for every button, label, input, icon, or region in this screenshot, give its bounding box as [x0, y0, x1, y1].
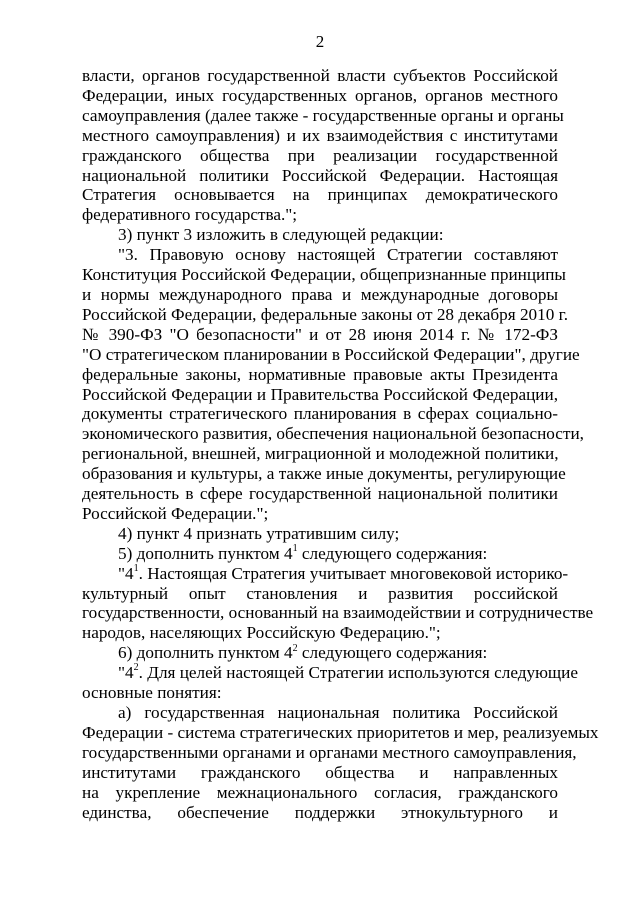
text-line-content: федеративного государства.";	[82, 205, 298, 225]
text-line	[82, 623, 558, 643]
text-line-content: власти, органов государственной власти субъектов Российской	[82, 66, 558, 85]
text-line	[82, 783, 558, 803]
text-line	[82, 166, 558, 186]
text-line-content: культурный опыт становления и развития российской	[82, 583, 558, 603]
text-line-content: 3) пункт 3 изложить в следующей редакции:	[118, 225, 444, 245]
document-body	[82, 66, 599, 822]
text-line-content: Федерации, иных государственных органов, органов местного	[82, 85, 558, 105]
text-line	[82, 205, 558, 225]
text-line	[82, 643, 558, 663]
text-line-content: Конституция Российской Федерации, общепризнанные принципы	[82, 265, 566, 285]
text-line-content: образования и культуры, а также иные документы, регулирующие	[82, 464, 566, 484]
text-line	[82, 424, 584, 444]
text-line-content: 4) пункт 4 признать утратившим силу;	[118, 523, 400, 543]
superscript-index: 1	[292, 543, 298, 555]
text-line-content: "4	[118, 563, 134, 583]
text-line-content: документы стратегического планирования в сферах социально-	[82, 404, 558, 424]
text-line	[82, 722, 599, 743]
text-line-content: деятельность в сфере государственной национальной политики	[82, 484, 558, 504]
text-line	[82, 603, 594, 623]
text-line	[82, 524, 558, 544]
text-line-content: государственности, основанный на взаимодействии и сотрудничестве	[82, 603, 594, 623]
text-line	[82, 742, 577, 763]
text-line	[82, 464, 566, 484]
text-line	[82, 126, 558, 146]
superscript-index: 2	[133, 662, 139, 674]
text-line	[82, 365, 558, 385]
text-line-content: "О стратегическом планировании в Российской Федерации", другие	[82, 344, 580, 364]
text-line	[82, 245, 558, 265]
text-line-content: народов, населяющих Российскую Федерацию.";	[82, 623, 441, 643]
text-line	[82, 404, 558, 424]
text-line	[82, 504, 558, 524]
text-line-content: № 390-ФЗ "О безопасности" и от 28 июня 2014 г. № 172-ФЗ	[82, 324, 558, 344]
text-line	[82, 803, 558, 823]
text-line-content: Российской Федерации и Правительства Российской Федерации,	[82, 384, 558, 404]
text-line	[82, 285, 558, 305]
text-line-content: основные понятия:	[82, 683, 222, 703]
text-line-content: а) государственная национальная политика Российской	[118, 703, 558, 722]
superscript-index: 2	[292, 642, 298, 654]
text-line-content: самоуправления (далее также - государственные органы и органы	[82, 105, 564, 125]
text-line-continuation: . Настоящая Стратегия учитывает многовековой историко-	[138, 563, 569, 583]
text-line	[82, 584, 558, 604]
text-line-content: региональной, внешней, миграционной и молодежной политики,	[82, 444, 559, 464]
text-line	[82, 544, 558, 564]
text-line-content: федеральные законы, нормативные правовые акты Президента	[82, 364, 558, 384]
text-line-content: и нормы международного права и международные договоры	[82, 284, 558, 304]
text-line	[82, 265, 566, 285]
text-line	[82, 185, 558, 205]
text-line-content: "4	[118, 663, 134, 683]
text-line-content: местного самоуправления) и их взаимодействия с институтами	[82, 125, 558, 145]
text-line-content: Российской Федерации, федеральные законы от 28 декабря 2010 г.	[82, 304, 569, 324]
page-number: 2	[315, 32, 325, 51]
text-line-content: государственными органами и органами местного самоуправления,	[82, 742, 577, 762]
text-line-content: Федерации - система стратегических приоритетов и мер, реализуемых	[82, 722, 599, 742]
text-line	[82, 385, 558, 405]
text-line-content: "3. Правовую основу настоящей Стратегии составляют	[118, 245, 558, 265]
text-line-content: Стратегия основывается на принципах демократического	[82, 185, 558, 205]
text-line	[82, 66, 558, 86]
text-line	[82, 444, 558, 464]
text-line-content: Российской Федерации.";	[82, 503, 269, 523]
text-line	[82, 86, 558, 106]
text-line	[82, 146, 558, 166]
text-line-content: 6) дополнить пунктом 4	[118, 643, 293, 663]
text-line	[82, 105, 564, 126]
text-line-content: национальной политики Российской Федерации. Настоящая	[82, 165, 558, 185]
text-line-continuation: . Для целей настоящей Стратегии используются следующие	[138, 663, 578, 683]
text-line	[82, 683, 558, 703]
text-line-continuation: следующего содержания:	[297, 643, 488, 663]
text-line-content: единства, обеспечение поддержки этнокультурного и	[82, 802, 558, 822]
text-line-content: на укрепление межнационального согласия, гражданского	[82, 782, 558, 802]
text-line	[82, 562, 569, 584]
superscript-index: 1	[133, 562, 139, 574]
text-line	[82, 703, 558, 723]
text-line	[82, 344, 580, 365]
text-line-continuation: следующего содержания:	[297, 543, 488, 563]
text-line	[82, 325, 558, 345]
text-line-content: 5) дополнить пунктом 4	[118, 543, 293, 563]
text-line	[82, 484, 558, 504]
text-line-content: гражданского общества при реализации государственной	[82, 145, 558, 165]
text-line	[82, 763, 558, 783]
text-line	[82, 662, 578, 683]
text-line	[82, 304, 569, 325]
text-line-content: институтами гражданского общества и направленных	[82, 762, 558, 782]
text-line	[82, 225, 558, 245]
text-line-content: экономического развития, обеспечения национальной безопасности,	[82, 424, 584, 444]
